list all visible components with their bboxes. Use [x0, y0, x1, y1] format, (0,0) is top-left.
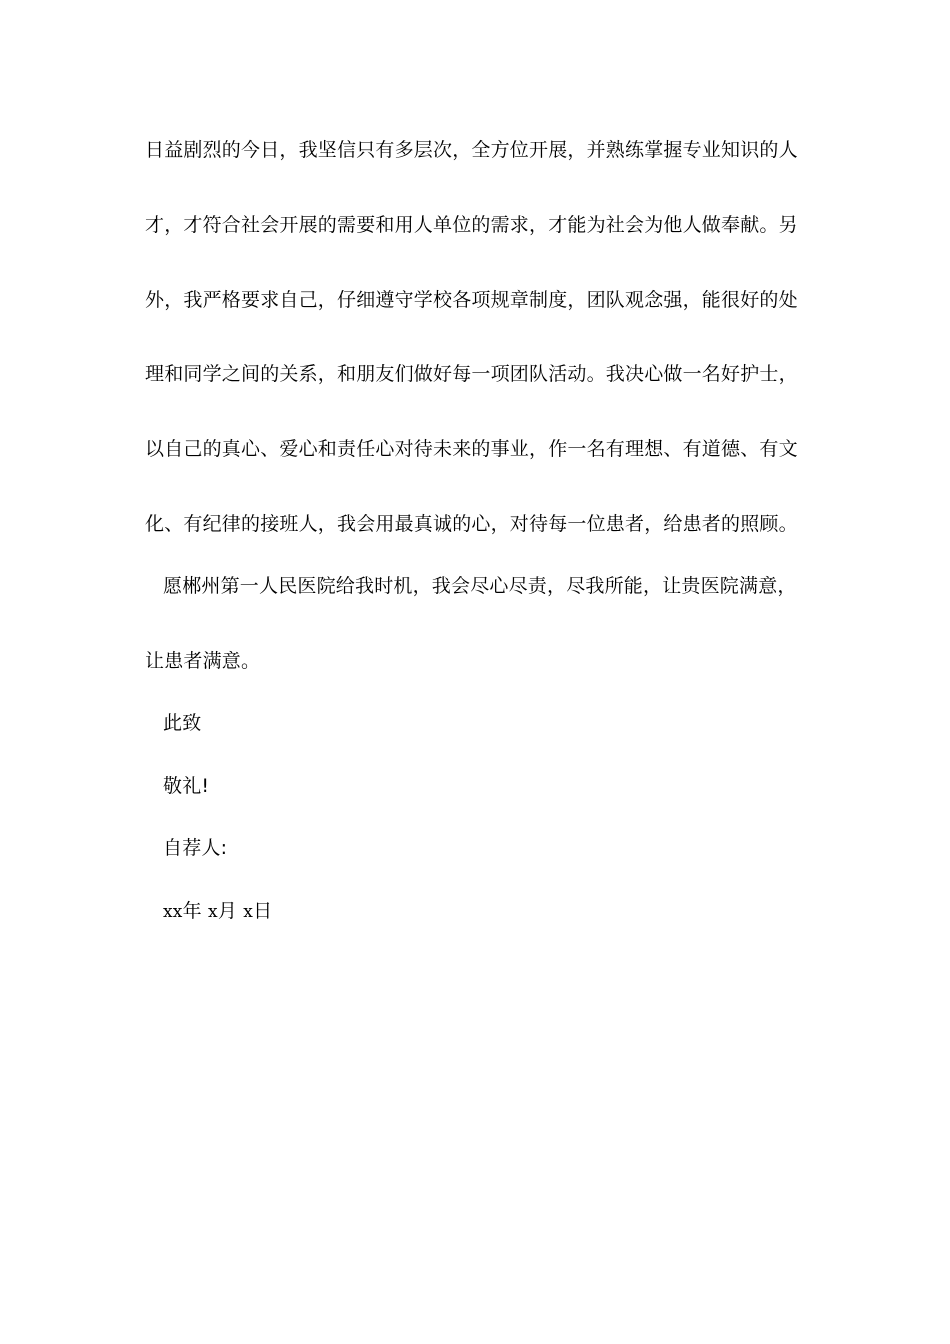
signature-label: 自荐人:: [163, 837, 228, 859]
salutation-text: 敬礼!: [163, 775, 210, 797]
wish-line-1: 愿郴州第一人民医院给我时机，我会尽心尽责，尽我所能，让贵医院满意，: [163, 575, 797, 597]
date-year-unit: 年: [182, 900, 202, 922]
paragraph-line-1: 日益剧烈的今日，我坚信只有多层次，全方位开展，并熟练掌握专业知识的人: [145, 139, 798, 161]
date-line: [163, 898, 823, 925]
closing-text: 此致: [163, 712, 202, 734]
date-month-unit: 月: [217, 900, 238, 922]
paragraph-line-6: 化、有纪律的接班人，我会用最真诚的心，对待每一位患者，给患者的照顾。: [145, 513, 798, 535]
date-year: xx: [163, 902, 183, 922]
wish-line-2: 让患者满意。: [145, 650, 261, 672]
paragraph-line-3: 外，我严格要求自己，仔细遵守学校各项规章制度，团队观念强，能很好的处: [145, 289, 798, 311]
date-day-unit: 日: [253, 900, 273, 922]
paragraph-line-4: 理和同学之间的关系，和朋友们做好每一项团队活动。我决心做一名好护士，: [145, 363, 798, 385]
paragraph-line-2: 才，才符合社会开展的需要和用人单位的需求，才能为社会为他人做奉献。另: [145, 214, 798, 236]
paragraph-line-5: 以自己的真心、爱心和责任心对待未来的事业，作一名有理想、有道德、有文: [145, 438, 798, 460]
date-month: x: [208, 902, 218, 922]
date-day: x: [243, 902, 254, 922]
